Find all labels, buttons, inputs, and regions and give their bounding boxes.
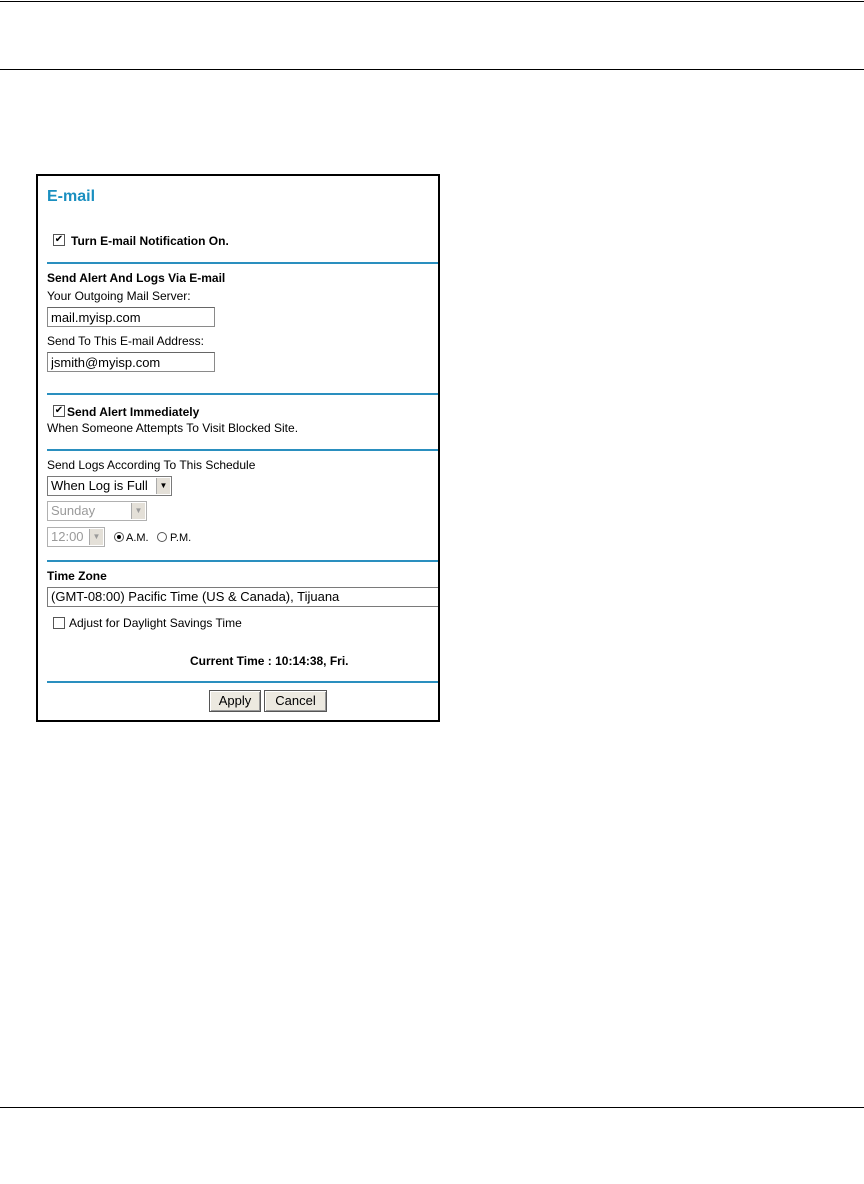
log-day-value: Sunday: [51, 503, 96, 518]
outgoing-server-input[interactable]: [47, 307, 215, 327]
checkmark-icon: ✔: [54, 234, 64, 245]
current-time: Current Time : 10:14:38, Fri.: [190, 654, 349, 668]
schedule-label: Send Logs According To This Schedule: [47, 458, 256, 472]
send-address-label: Send To This E-mail Address:: [47, 334, 204, 348]
send-alert-immediately-label: Send Alert Immediately: [67, 405, 200, 419]
log-time-value: 12:00: [51, 529, 84, 544]
email-notification-checkbox[interactable]: [53, 234, 65, 246]
log-frequency-value: When Log is Full: [51, 478, 148, 493]
header-rule: [0, 1, 864, 2]
am-label: A.M.: [126, 532, 149, 544]
dst-checkbox[interactable]: [53, 617, 65, 629]
timezone-value: (GMT-08:00) Pacific Time (US & Canada), Tijuana: [51, 589, 340, 604]
pm-label: P.M.: [170, 532, 192, 544]
timezone-heading: Time Zone: [47, 569, 107, 583]
checkmark-icon: ✔: [54, 405, 64, 416]
chevron-down-icon[interactable]: ▼: [156, 478, 170, 494]
log-day-select[interactable]: [47, 501, 147, 521]
chevron-down-icon[interactable]: ▼: [89, 529, 103, 545]
chevron-down-icon[interactable]: ▼: [131, 503, 145, 519]
cancel-button[interactable]: Cancel: [264, 690, 327, 712]
send-alert-immediately-checkbox[interactable]: [53, 405, 65, 417]
apply-button[interactable]: Apply: [209, 690, 261, 712]
timezone-select[interactable]: [47, 587, 440, 607]
outgoing-server-label: Your Outgoing Mail Server:: [47, 289, 191, 303]
footer-rule: [0, 1107, 864, 1108]
section-divider: [47, 262, 438, 264]
send-address-input[interactable]: [47, 352, 215, 372]
pm-radio[interactable]: [157, 532, 167, 542]
section-divider: [47, 681, 438, 683]
alerts-section-heading: Send Alert And Logs Via E-mail: [47, 271, 226, 285]
page-title: E-mail: [47, 188, 96, 205]
header-rule-lower: [0, 69, 864, 70]
email-settings-panel: [36, 174, 440, 722]
send-alert-description: When Someone Attempts To Visit Blocked Site.: [47, 421, 299, 435]
email-notification-label: Turn E-mail Notification On.: [71, 234, 229, 248]
section-divider: [47, 393, 438, 395]
log-frequency-select[interactable]: [47, 476, 172, 496]
dst-label: Adjust for Daylight Savings Time: [69, 616, 242, 630]
section-divider: [47, 449, 438, 451]
log-time-select[interactable]: [47, 527, 105, 547]
am-radio[interactable]: [114, 532, 124, 542]
section-divider: [47, 560, 438, 562]
